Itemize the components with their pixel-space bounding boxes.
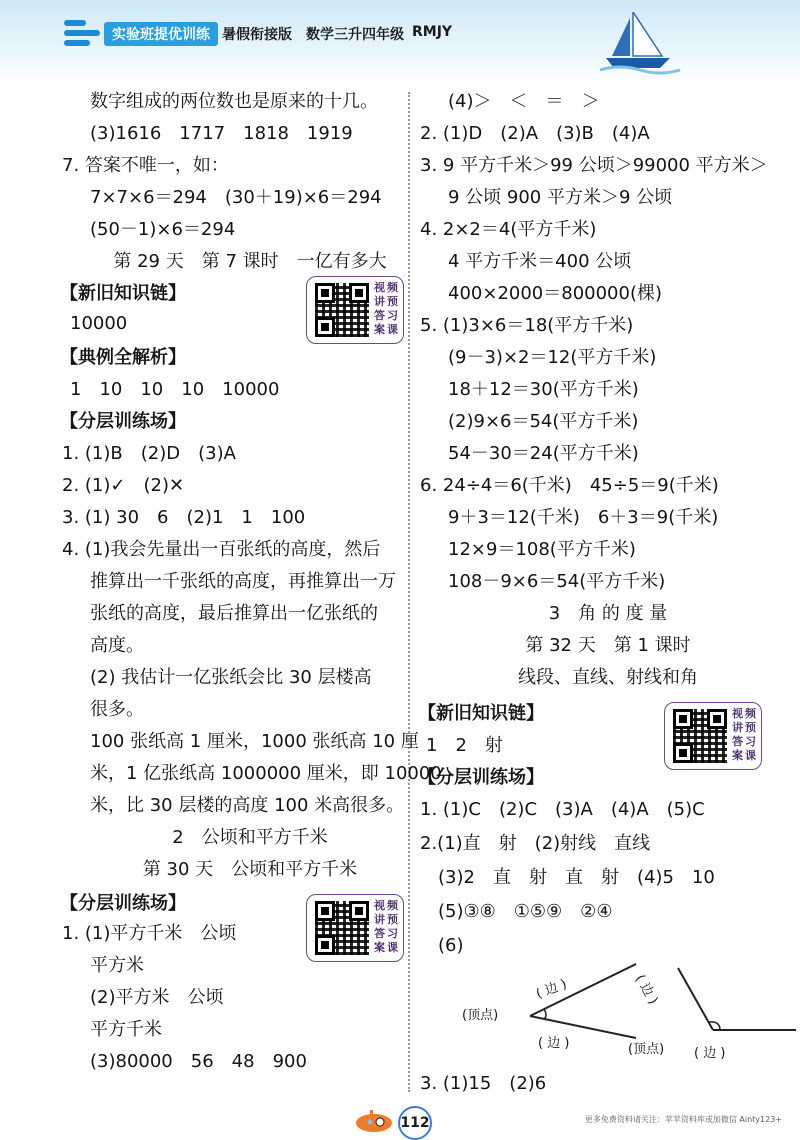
text-line: (2)平方米 公顷: [90, 987, 224, 1008]
lesson-title: 第 32 天 第 1 课时: [525, 635, 691, 656]
lesson-subtitle: 线段、直线、射线和角: [518, 667, 698, 688]
text-line: 1 10 10 10 10000: [70, 379, 280, 400]
text-line: 100 张纸高 1 厘米，1000 张纸高 10 厘: [90, 731, 419, 752]
section-heading: 【分层训练场】: [60, 893, 186, 914]
text-line: 12×9＝108(平方千米): [448, 539, 636, 560]
qr-finder: [315, 317, 335, 337]
question-line: 5. (1)3×6＝18(平方千米): [420, 315, 634, 336]
subject-label: 数学三升四年级: [306, 27, 404, 43]
text-line: 1 2 射: [426, 735, 503, 756]
text-line: (50－1)×6＝294: [90, 219, 236, 240]
page-number: 112: [398, 1106, 432, 1140]
submarine-mascot-icon: [352, 1108, 398, 1134]
question-line: 1. (1)平方千米 公顷: [62, 923, 237, 944]
section-heading: 【分层训练场】: [418, 767, 544, 788]
text-line: (2) 我估计一亿张纸会比 30 层楼高: [90, 667, 372, 688]
lesson-title: 第 30 天 公顷和平方千米: [142, 859, 358, 880]
text-line: (9－3)×2＝12(平方千米): [448, 347, 657, 368]
angle-ray: [678, 968, 713, 1030]
qr-finder: [673, 743, 693, 763]
text-line: 米，比 30 层楼的高度 100 米高很多。: [90, 795, 405, 816]
text-line: 10000: [70, 313, 128, 334]
text-line: 108－9×6＝54(平方千米): [448, 571, 666, 592]
section-heading: 【分层训练场】: [60, 411, 186, 432]
text-line: 推算出一千张纸的高度，再推算出一万: [90, 571, 396, 592]
qr-label: 视 频 讲 预 答 习 案 课: [374, 899, 398, 954]
qr-finder: [315, 283, 335, 303]
question-line: 6. 24÷4＝6(千米) 45÷5＝9(千米): [420, 475, 719, 496]
unit-title: 3 角 的 度 量: [548, 603, 668, 624]
text-line: 数字组成的两位数也是原来的十几。: [90, 91, 378, 112]
qr-finder: [673, 709, 693, 729]
qr-finder: [349, 901, 369, 921]
video-qr-code[interactable]: [306, 276, 404, 344]
text-line: 平方千米: [90, 1019, 162, 1040]
qr-label: 视 频 讲 预 答 习 案 课: [374, 281, 398, 336]
text-line: 9＋3＝12(千米) 6＋3＝9(千米): [448, 507, 719, 528]
text-line: (6): [438, 935, 464, 956]
series-logo-icon: [64, 20, 100, 48]
question-line: 3. 9 平方千米＞99 公顷＞99000 平方米＞: [420, 155, 768, 176]
text-line: (3)80000 56 48 900: [90, 1051, 307, 1072]
question-line: 3. (1)15 (2)6: [420, 1073, 547, 1094]
section-heading: 【新旧知识链】: [418, 703, 544, 724]
edition-label: 暑假衔接版: [222, 27, 292, 43]
text-line: (5)③⑧ ①⑤⑨ ②④: [438, 901, 613, 922]
lesson-title: 第 29 天 第 7 课时 一亿有多大: [113, 251, 387, 272]
question-line: 1. (1)B (2)D (3)A: [62, 443, 236, 464]
text-line: (4)＞ ＜ ＝ ＞: [448, 91, 600, 112]
unit-title: 2 公顷和平方千米: [172, 827, 328, 848]
text-line: 很多。: [90, 699, 144, 720]
angle-vertex-label: (顶点): [462, 1008, 499, 1023]
text-line: 张纸的高度，最后推算出一亿张纸的: [90, 603, 378, 624]
question-line: 4. (1)我会先量出一百张纸的高度，然后: [62, 539, 381, 560]
question-line: 4. 2×2＝4(平方千米): [420, 219, 597, 240]
question-line: 7. 答案不唯一，如：: [62, 155, 229, 176]
question-line: 2.(1)直 射 (2)射线 直线: [420, 833, 651, 854]
section-heading: 【新旧知识链】: [60, 283, 186, 304]
angle-arc: [544, 1009, 546, 1019]
text-line: (3)2 直 射 直 射 (4)5 10: [438, 867, 715, 888]
text-line: 高度。: [90, 635, 144, 656]
text-line: 平方米: [90, 955, 144, 976]
column-divider: [408, 92, 410, 1092]
question-line: 3. (1) 30 6 (2)1 1 100: [62, 507, 306, 528]
version-label: RMJY: [412, 24, 453, 40]
text-line: (2)9×6＝54(平方千米): [448, 411, 639, 432]
text-line: 400×2000＝800000(棵): [448, 283, 663, 304]
angle-side-label: ( 边 ): [534, 977, 569, 1002]
footer-note: 更多免费资料请关注：苹苹资料库或加微信 Ainty123+: [584, 1115, 782, 1124]
sailboat-icon: [600, 12, 690, 78]
page-header: [0, 0, 800, 82]
angle-side-label: ( 边 ): [631, 972, 661, 1008]
text-line: 9 公顷 900 平方米＞9 公顷: [448, 187, 673, 208]
qr-label: 视 频 讲 预 答 习 案 课: [732, 707, 756, 762]
text-line: 米，1 亿张纸高 1000000 厘米，即 10000: [90, 763, 442, 784]
text-line: 18＋12＝30(平方千米): [448, 379, 639, 400]
qr-finder: [315, 901, 335, 921]
angle-vertex-label: (顶点): [628, 1042, 665, 1057]
angle-side-label: ( 边 ): [694, 1046, 726, 1061]
text-line: 4 平方千米＝400 公顷: [448, 251, 632, 272]
qr-finder: [315, 935, 335, 955]
question-line: 2. (1)✓ (2)✕: [62, 475, 185, 496]
video-qr-code[interactable]: [664, 702, 762, 770]
angle-side-label: ( 边 ): [538, 1036, 570, 1051]
question-line: 2. (1)D (2)A (3)B (4)A: [420, 123, 650, 144]
qr-finder: [707, 709, 727, 729]
text-line: (3)1616 1717 1818 1919: [90, 123, 353, 144]
qr-finder: [349, 283, 369, 303]
text-line: 7×7×6＝294 (30＋19)×6＝294: [90, 187, 382, 208]
text-line: 54－30＝24(平方千米): [448, 443, 639, 464]
section-heading: 【典例全解析】: [60, 347, 186, 368]
question-line: 1. (1)C (2)C (3)A (4)A (5)C: [420, 799, 705, 820]
series-title: 实验班提优训练: [104, 22, 218, 46]
video-qr-code[interactable]: [306, 894, 404, 962]
